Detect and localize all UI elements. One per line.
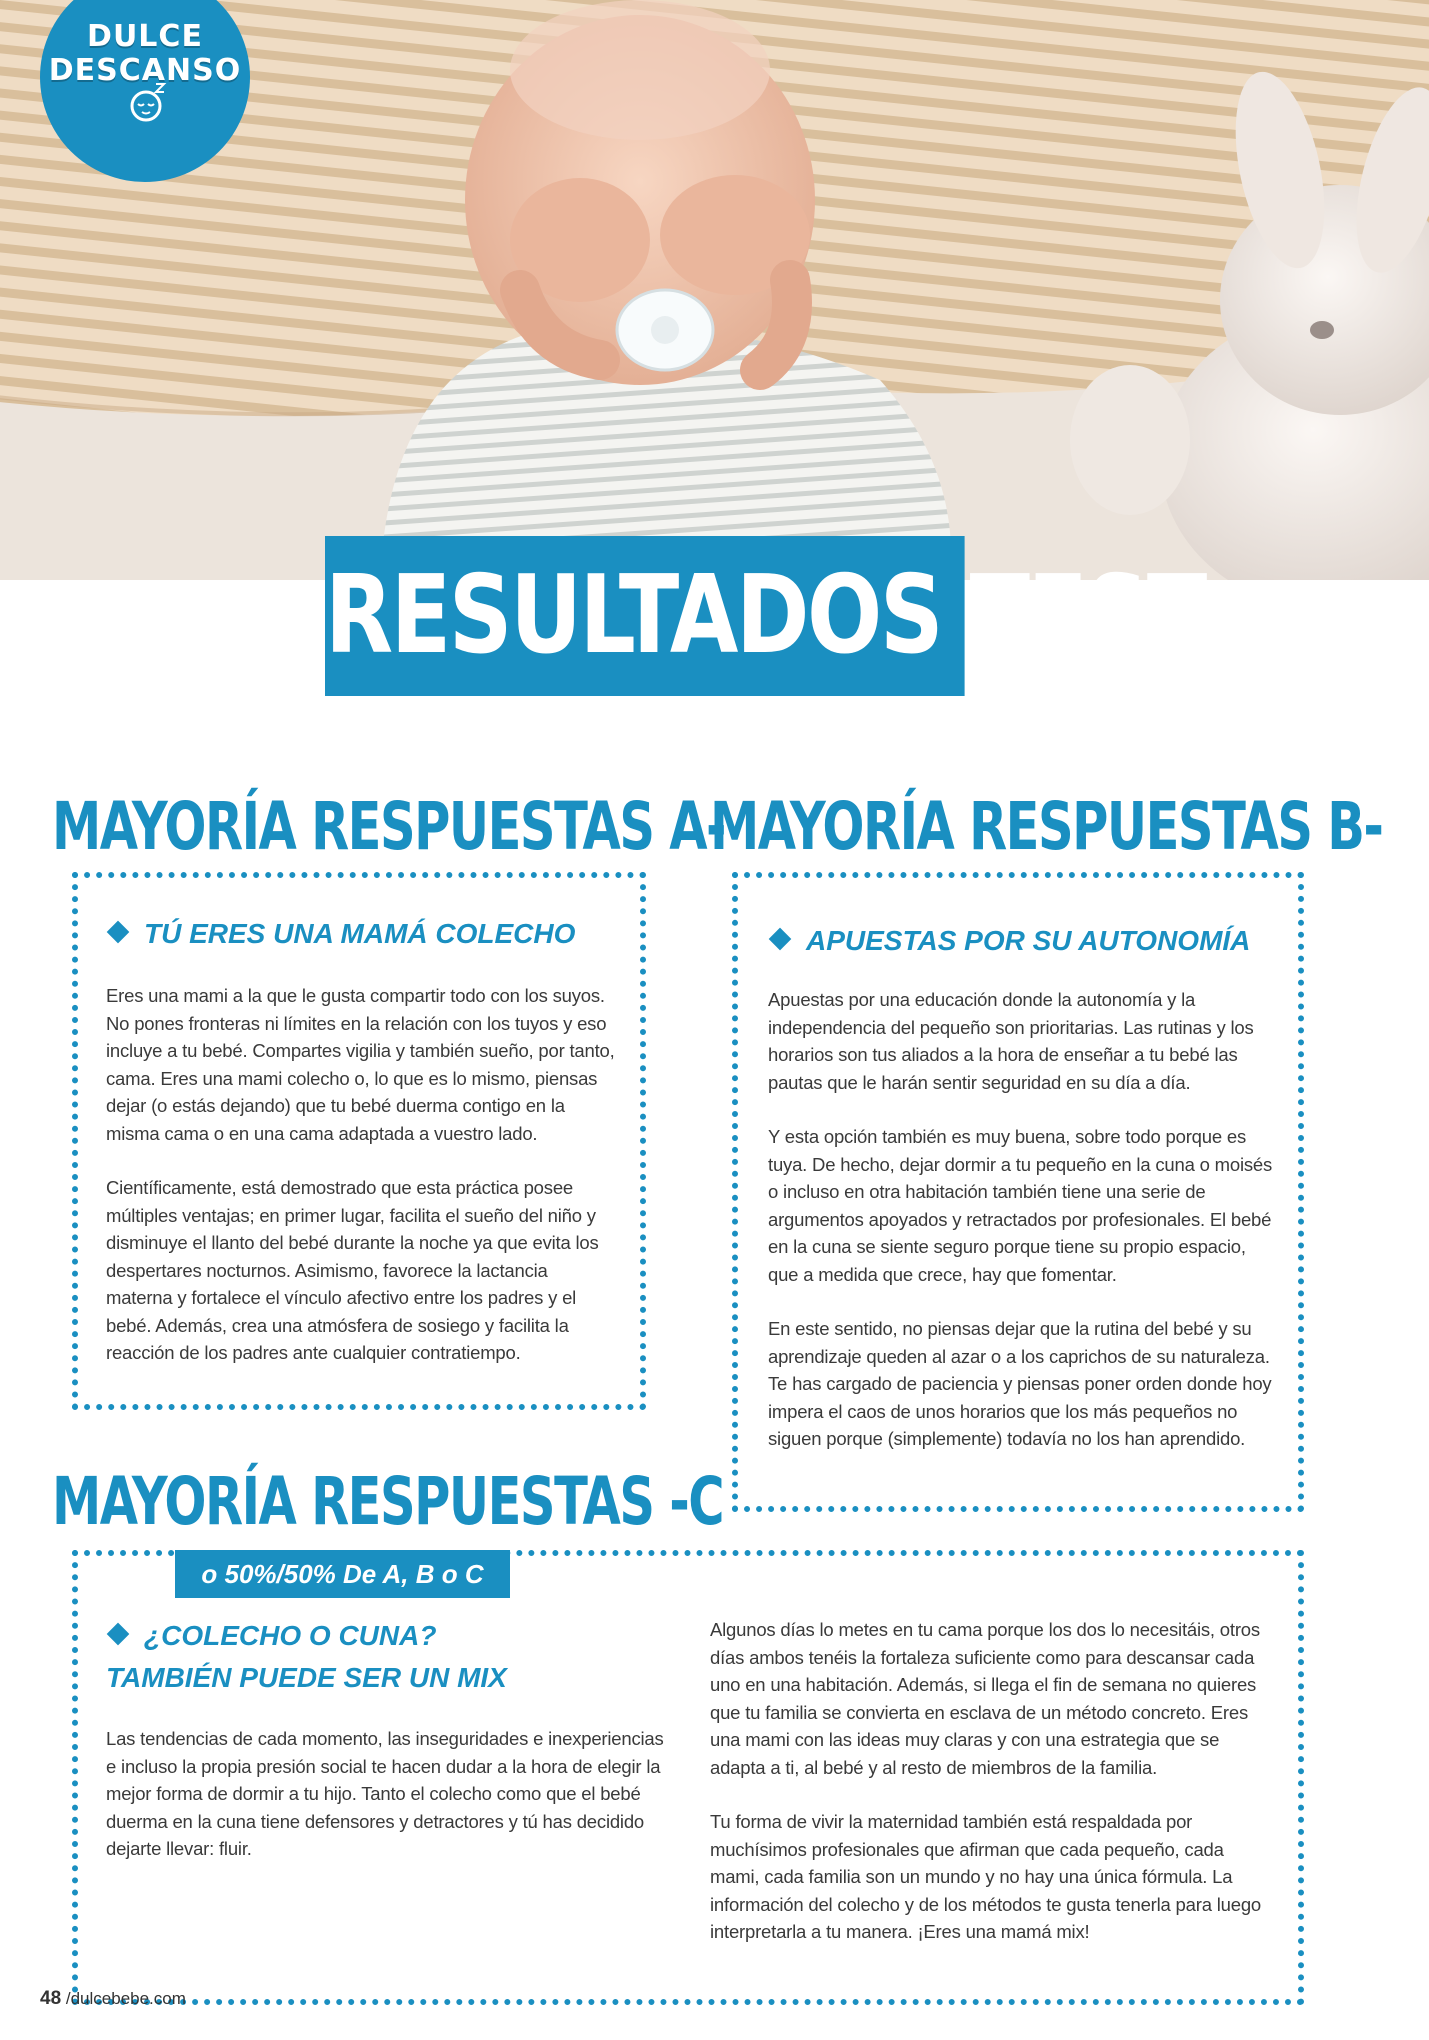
section-c-heading: MAYORÍA RESPUESTAS -C [52, 1463, 724, 1540]
section-c-right-text [710, 1616, 1270, 1973]
section-b-text [768, 986, 1278, 1480]
paragraph: Tu forma de vivir la maternidad también está respaldada por muchísimos profesionales que afirman que cada pequeño, cada mami, cada familia son un mundo y no hay una única fórmula. La información del colecho y de los métodos te gusta tenerla para luego interpretarla a tu manera. ¡Eres una mamá mix! [710, 1811, 1261, 1942]
section-c-pill: o 50%/50% De A, B o C [175, 1550, 510, 1598]
section-a-subtitle: TÚ ERES UNA MAMÁ COLECHO [110, 913, 575, 955]
section-c-left-text [106, 1725, 666, 1890]
diamond-bullet-icon [769, 928, 792, 951]
section-c-subtitle-line-2: TAMBIÉN PUEDE SER UN MIX [106, 1662, 507, 1693]
section-b-heading: MAYORÍA RESPUESTAS B- [710, 788, 1383, 865]
diamond-bullet-icon [107, 921, 130, 944]
paragraph: Algunos días lo metes en tu cama porque los dos lo necesitáis, otros días ambos tenéis la fortaleza suficiente como para descansar cada uno en una habitación. Además, si llega el fin de semana no quieres que tu familia se convierta en esclava de un método concreto. Eres una mami con las ideas muy claras y con una estrategia que se adapta a ti, al bebé y al resto de miembros de la familia. [710, 1619, 1260, 1778]
section-a-heading: MAYORÍA RESPUESTAS A- [52, 788, 726, 865]
site-url: /dulcebebe.com [65, 1989, 186, 2008]
section-c-subtitle: ¿COLECHO O CUNA? [110, 1615, 436, 1657]
sleeping-baby-icon [126, 82, 170, 122]
paragraph: Apuestas por una educación donde la autonomía y la independencia del pequeño son prioritarias. Las rutinas y los horarios son tus aliados a la hora de enseñar a tu bebé las pautas que le harán sentir seguridad en su día a día. [768, 989, 1254, 1093]
badge-line-2: DESCANSO [48, 53, 242, 88]
badge-line-1: DULCE [87, 19, 203, 54]
diamond-bullet-icon [107, 1623, 130, 1646]
page-number: 48 [40, 1988, 62, 2009]
page-footer [40, 1988, 186, 2010]
paragraph: Eres una mami a la que le gusta compartir todo con los suyos. No pones fronteras ni límites en la relación con los tuyos y eso incluye a tu bebé. Compartes vigilia y también sueño, por tanto, cama. Eres una mami colecho o, lo que es lo mismo, piensas dejar (o estás dejando) que tu bebé duerma contigo en la misma cama o en una cama adaptada a vuestro lado. [106, 985, 615, 1144]
page-title: RESULTADOS TEST [325, 536, 965, 696]
paragraph: En este sentido, no piensas dejar que la rutina del bebé y su aprendizaje queden al azar o a los caprichos de su naturaleza. Te has cargado de paciencia y piensas poner orden donde hoy impera el caos de unos horarios que los más pequeños no siguen porque (simplemente) todavía no los han aprendido. [768, 1318, 1272, 1449]
section-b-subtitle: APUESTAS POR SU AUTONOMÍA [772, 920, 1250, 962]
section-a-text [106, 982, 616, 1394]
paragraph: Científicamente, está demostrado que esta práctica posee múltiples ventajas; en primer lugar, facilita el sueño del niño y disminuye el llanto del bebé durante la noche ya que evita los despertares nocturnos. Asimismo, favorece la lactancia materna y fortalece el vínculo afectivo entre los padres y el bebé. Además, crea una atmósfera de sosiego y facilita la reacción de los padres ante cualquier contratiempo. [106, 1177, 599, 1363]
paragraph: Las tendencias de cada momento, las inseguridades e inexperiencias e incluso la propia presión social te hacen dudar a la hora de elegir la mejor forma de dormir a tu hijo. Tanto el colecho como que el bebé duerma en la cuna tiene defensores y detractores y tú has decidido dejarte llevar: fluir. [106, 1728, 664, 1859]
paragraph: Y esta opción también es muy buena, sobre todo porque es tuya. De hecho, dejar dormir a tu pequeño en la cuna o moisés o incluso en otra habitación también tiene una serie de argumentos apoyados y retractados por profesionales. El bebé en la cuna se siente seguro porque tiene su propio espacio, que a medida que crece, hay que fomentar. [768, 1126, 1273, 1285]
